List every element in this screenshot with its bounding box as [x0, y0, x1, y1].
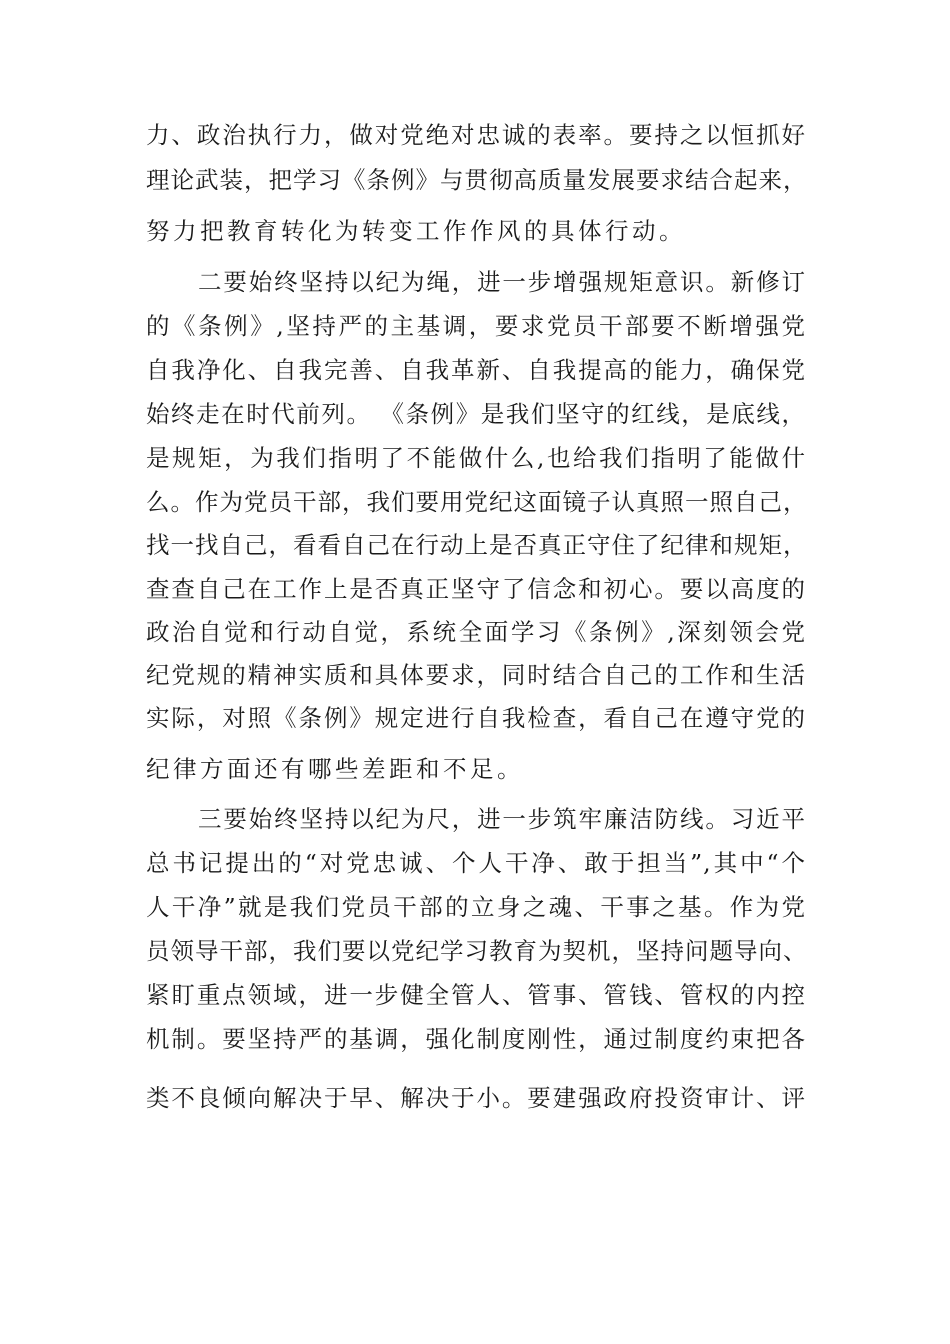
paragraph-line: 努力把教育转化为转变工作作风的具体行动。	[146, 217, 686, 245]
paragraph-line: 紧盯重点领域，进一步健全管人、管事、管钱、管权的内控	[146, 981, 806, 1009]
paragraph-line: 的《条例》,坚持严的主基调，要求党员干部要不断增强党	[146, 312, 806, 340]
paragraph-line: 力、政治执行力，做对党绝对忠诚的表率。要持之以恒抓好	[146, 121, 806, 149]
paragraph-line: 始终走在时代前列。 《条例》是我们坚守的红线，是底线，	[146, 400, 806, 428]
paragraph-line: 自我净化、自我完善、自我革新、自我提高的能力，确保党	[146, 356, 806, 384]
paragraph-line: 政治自觉和行动自觉，系统全面学习《条例》,深刻领会党	[146, 618, 806, 646]
paragraph-line: 员领导干部，我们要以党纪学习教育为契机，坚持问题导向、	[146, 937, 808, 965]
paragraph-line: 三要始终坚持以纪为尺，进一步筑牢廉洁防线。习近平	[198, 805, 806, 833]
paragraph-line: 查查自己在工作上是否真正坚守了信念和初心。要以高度的	[146, 575, 806, 603]
paragraph-line: 么。作为党员干部，我们要用党纪这面镜子认真照一照自己，	[146, 488, 808, 516]
paragraph-line: 纪党规的精神实质和具体要求，同时结合自己的工作和生活	[146, 661, 806, 689]
paragraph-line: 二要始终坚持以纪为绳，进一步增强规矩意识。新修订	[198, 268, 806, 296]
paragraph-line: 理论武装，把学习《条例》与贯彻高质量发展要求结合起来，	[146, 166, 808, 194]
paragraph-line: 实际，对照《条例》规定进行自我检查，看自己在遵守党的	[146, 704, 806, 732]
paragraph-line: 总书记提出的“对党忠诚、个人干净、敢于担当”,其中“个	[146, 849, 806, 877]
paragraph-line: 类不良倾向解决于早、解决于小。要建强政府投资审计、评	[146, 1084, 806, 1112]
paragraph-line: 纪律方面还有哪些差距和不足。	[146, 755, 524, 783]
paragraph-line: 找一找自己，看看自己在行动上是否真正守住了纪律和规矩，	[146, 531, 808, 559]
paragraph-line: 是规矩，为我们指明了不能做什么,也给我们指明了能做什	[146, 444, 806, 472]
paragraph-line: 机制。要坚持严的基调，强化制度刚性，通过制度约束把各	[146, 1025, 806, 1053]
paragraph-line: 人干净”就是我们党员干部的立身之魂、干事之基。作为党	[146, 893, 806, 921]
